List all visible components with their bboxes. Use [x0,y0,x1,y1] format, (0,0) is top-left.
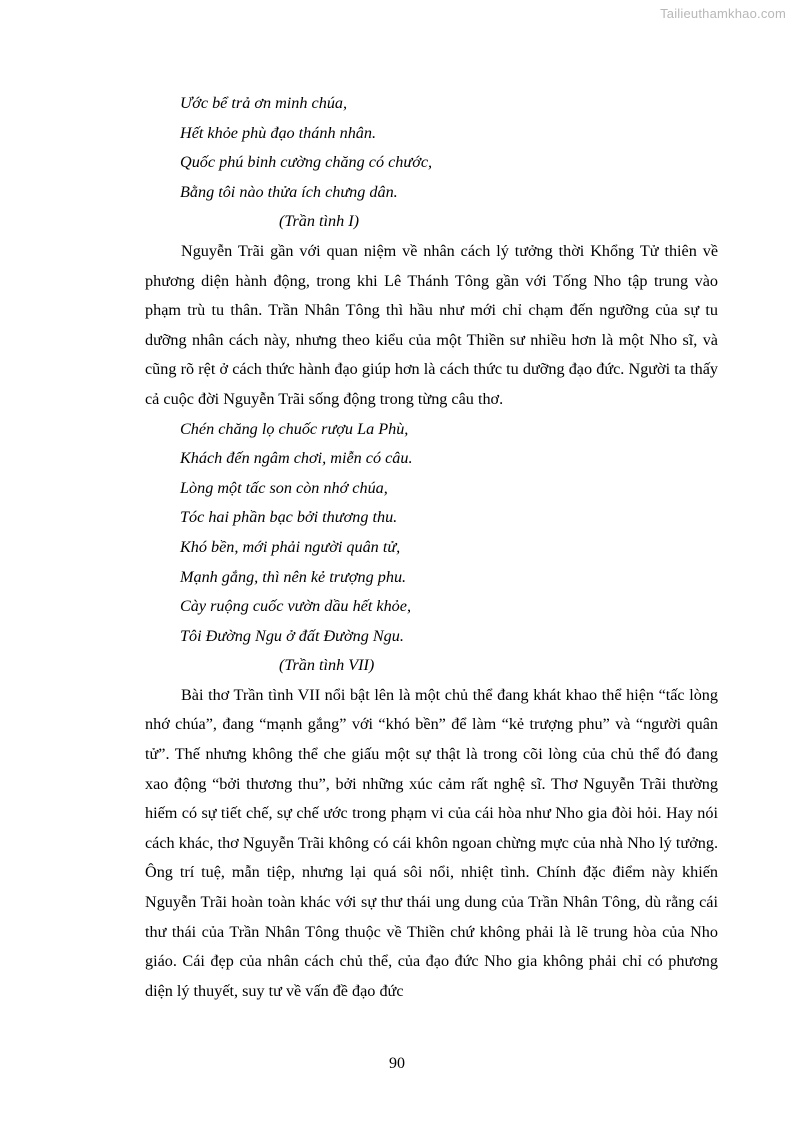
verse-line: Mạnh gắng, thì nên kẻ trượng phu. [180,567,407,586]
verse-line: Quốc phú binh cường chăng có chước, [180,153,433,172]
body-paragraph: Bài thơ Trần tình VII nổi bật lên là một chủ thể đang khát khao thể hiện “tấc lòng nhớ chúa”, đang “mạnh gắng” với “khó bền” để làm “kẻ trượng phu” và “người quân tử”. Thế nhưng không thể che giấu một sự thật là trong cõi lòng của chủ thể đó đang xao động “bởi thương thu”, bởi những xúc cảm rất nghệ sĩ. Thơ Nguyễn Trãi thường hiếm có sự tiết chế, sự chế ước trong phạm vi của cái hòa như Nho gia đòi hỏi. Hay nói cách khác, thơ Nguyễn Trãi không có cái khôn ngoan chừng mực của nhà Nho lý tưởng. Ông trí tuệ, mẫn tiệp, nhưng lại quá sôi nổi, nhiệt tình. Chính đặc điểm này khiến Nguyễn Trãi hoàn toàn khác với sự thư thái ung dung của Trần Nhân Tông, dù rằng cái thư thái của Trần Nhân Tông thuộc về Thiền chứ không phải là lẽ trung hòa của Nho giáo. Cái đẹp của nhân cách chủ thể, của đạo đức Nho gia không phải chỉ có phương diện lý thuyết, suy tư về vấn đề đạo đức [145,685,718,1000]
verse-line: Chén chăng lọ chuốc rượu La Phù, [180,419,409,438]
verse-line: Hết khỏe phù đạo thánh nhân. [180,123,377,142]
page-number: 90 [389,1055,405,1072]
watermark: Tailieuthamkhao.com [660,6,786,21]
poem-attribution: (Trần tình I) [279,212,360,231]
poem-attribution: (Trần tình VII) [279,656,375,675]
verse-line: Bằng tôi nào thửa ích chưng dân. [180,182,398,201]
body-paragraph: Nguyễn Trãi gần với quan niệm về nhân cách lý tưởng thời Khổng Tử thiên về phương diện hành động, trong khi Lê Thánh Tông gần với Tống Nho tập trung vào phạm trù tu thân. Trần Nhân Tông thì hầu như mới chỉ chạm đến ngưỡng của sự tu dưỡng nhân cách này, nhưng theo kiểu của một Thiền sư nhiều hơn là một Nho sĩ, và cũng rõ rệt ở cách thức hành đạo giúp hơn là cách thức tu dưỡng đạo đức. Người ta thấy cả cuộc đời Nguyễn Trãi sống động trong từng câu thơ. [145,241,718,408]
verse-line: Ước bể trả ơn minh chúa, [180,94,348,112]
page-content [145,89,718,1006]
verse-line: Cày ruộng cuốc vườn dầu hết khỏe, [180,597,411,616]
verse-line: Tóc hai phần bạc bởi thương thu. [180,508,398,527]
poem-trần-tình-i [145,89,718,207]
verse-line: Khách đến ngâm chơi, miễn có câu. [180,449,413,468]
poem-trần-tình-vii [145,415,718,652]
verse-line: Khó bền, mới phải người quân tử, [180,537,401,556]
verse-line: Tôi Đường Ngu ở đất Đường Ngu. [180,626,404,645]
verse-line: Lòng một tấc son còn nhớ chúa, [180,478,388,497]
